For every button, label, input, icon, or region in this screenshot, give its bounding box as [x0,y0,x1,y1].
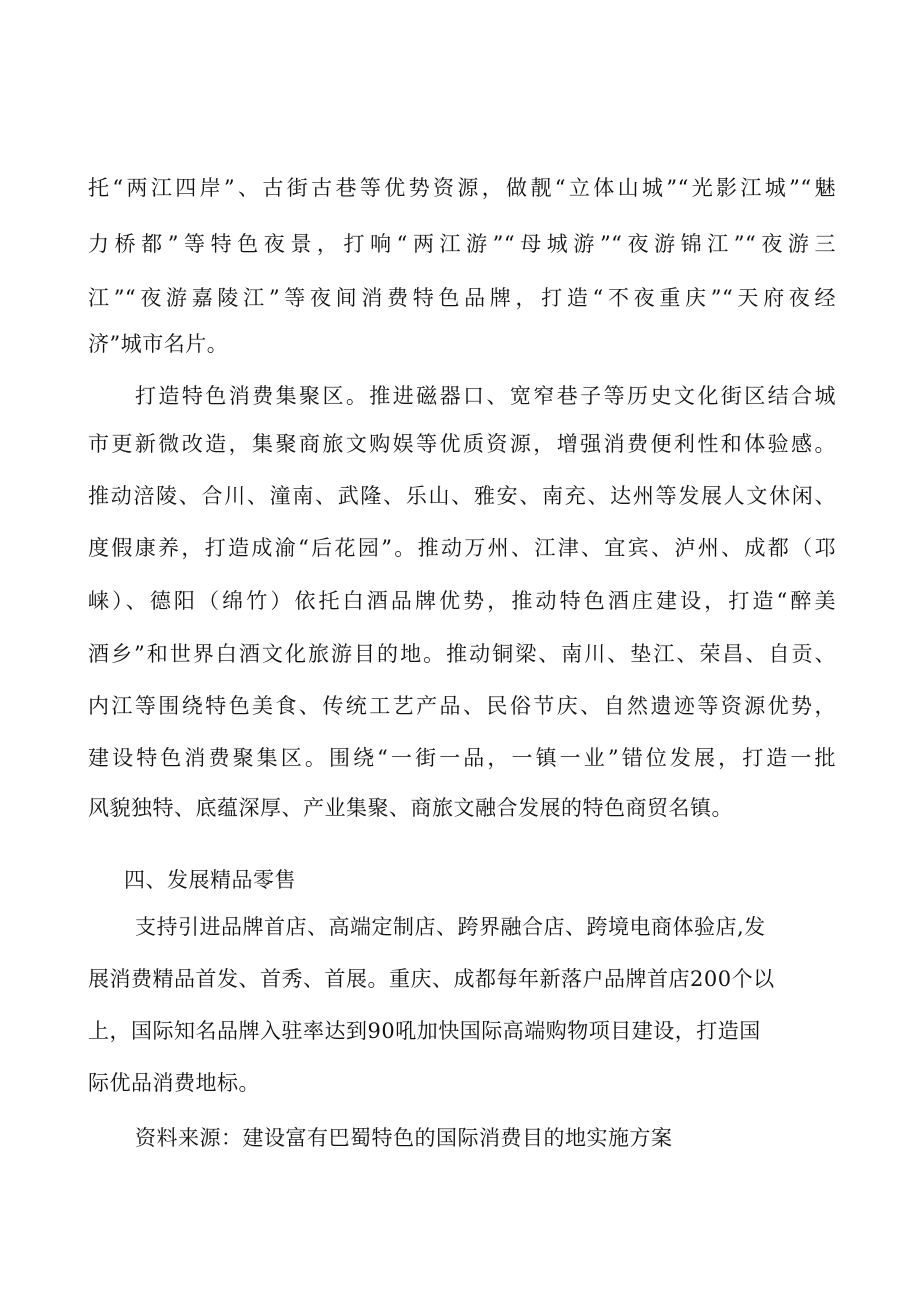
paragraph-2-line-8: 建设特色消费聚集区。围绕“一街一品，一镇一业”错位发展，打造一批 [88,746,836,770]
paragraph-1-line-3: 江”“夜游嘉陵江”等夜间消费特色品牌，打造“不夜重庆”“天府夜经 [88,286,836,310]
paragraph-2-line-6: 酒乡”和世界白酒文化旅游目的地。推动铜梁、南川、垫江、荣昌、自贡、 [88,642,836,666]
paragraph-1-line-1: 托“两江四岸”、古街古巷等优势资源，做靓“立体山城”“光影江城”“魅 [88,176,836,200]
paragraph-2-line-3: 推动涪陵、合川、潼南、武隆、乐山、雅安、南充、达州等发展人文休闲、 [88,484,836,508]
paragraph-2-line-1: 打造特色消费集聚区。推进磁器口、宽窄巷子等历史文化街区结合城 [135,384,836,408]
paragraph-2-line-9: 风貌独特、底蕴深厚、产业集聚、商旅文融合发展的特色商贸名镇。 [88,796,733,820]
paragraph-1-line-4: 济”城市名片。 [88,332,229,356]
paragraph-3-line-4: 际优品消费地标。 [88,1071,260,1095]
paragraph-1-line-2: 力桥都”等特色夜景，打响“两江游”“母城游”“夜游锦江”“夜游三 [88,232,836,256]
paragraph-3-line-2: 展消费精品首发、首秀、首展。重庆、成都每年新落户品牌首店200个以 [88,967,775,991]
paragraph-2-line-4: 度假康养，打造成渝“后花园”。推动万州、江津、宜宾、泸州、成都（邛 [88,536,836,560]
paragraph-2-line-7: 内江等围绕特色美食、传统工艺产品、民俗节庆、自然遗迹等资源优势， [88,694,836,718]
paragraph-2-line-5: 崃）、德阳（绵竹）依托白酒品牌优势，推动特色酒庄建设，打造“醉美 [88,589,836,613]
paragraph-2-line-2: 市更新微改造，集聚商旅文购娱等优质资源，增强消费便利性和体验感。 [88,432,836,456]
section-heading: 四、发展精品零售 [124,868,296,892]
paragraph-3-line-3: 上，国际知名品牌入驻率达到90吼加快国际高端购物项目建设，打造国 [88,1019,761,1043]
source-note: 资料来源：建设富有巴蜀特色的国际消费目的地实施方案 [135,1126,673,1150]
paragraph-3-line-1: 支持引进品牌首店、高端定制店、跨界融合店、跨境电商体验店,发 [135,915,766,939]
